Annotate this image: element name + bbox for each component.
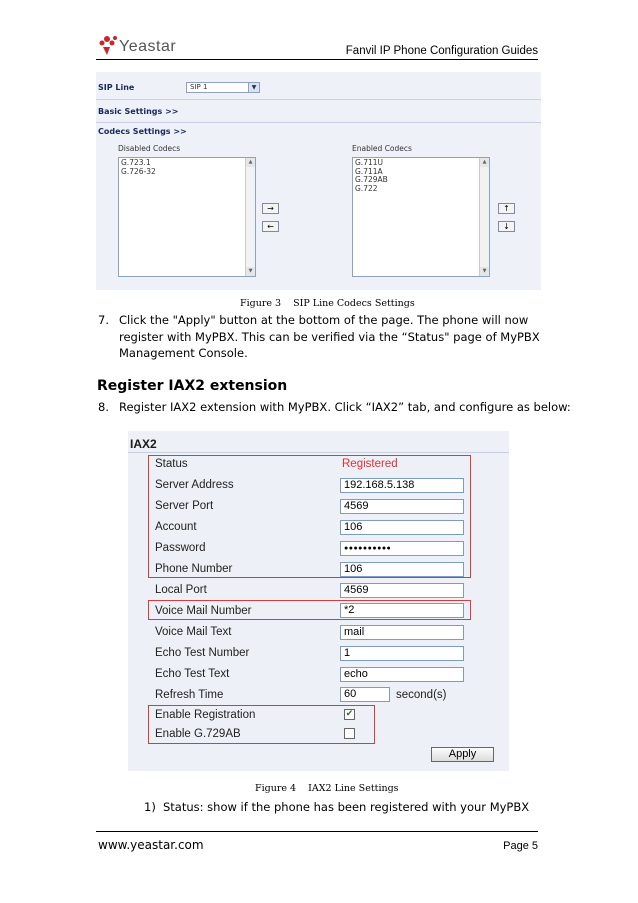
list-item[interactable]: G.722 <box>355 183 378 193</box>
enabled-codecs-label: Enabled Codecs <box>352 144 412 153</box>
move-right-button[interactable]: → <box>262 203 279 214</box>
server-address-label: Server Address <box>155 479 234 491</box>
figure3-caption: Figure 3 SIP Line Codecs Settings <box>240 298 415 309</box>
password-label: Password <box>155 542 206 554</box>
footer-divider <box>96 831 538 832</box>
sip-codecs-screenshot <box>96 72 541 290</box>
move-left-button[interactable]: ← <box>262 221 279 232</box>
list-item[interactable]: G.711U <box>355 158 384 167</box>
iax2-settings-screenshot <box>128 431 509 771</box>
enable-g729ab-checkbox[interactable] <box>344 728 355 739</box>
logo-text: Yeastar <box>119 38 177 55</box>
yeastar-logo-icon <box>97 33 121 57</box>
divider <box>128 452 509 453</box>
list-item[interactable]: G.729AB <box>355 175 388 184</box>
enabled-codecs-list[interactable] <box>352 157 490 277</box>
substep1-text: Status: show if the phone has been registered with your MyPBX <box>163 800 530 814</box>
server-port-field[interactable]: 4569 <box>340 499 464 514</box>
apply-button[interactable]: Apply <box>431 747 494 762</box>
scroll-down-icon[interactable]: ▼ <box>246 267 255 276</box>
basic-settings-link[interactable]: Basic Settings >> <box>98 107 179 116</box>
echo-test-number-field[interactable]: 1 <box>340 646 464 661</box>
list-item[interactable]: G.711A <box>355 166 383 176</box>
disabled-codecs-label: Disabled Codecs <box>118 144 181 153</box>
scrollbar[interactable] <box>245 158 255 276</box>
step8-number: 8. <box>98 400 109 414</box>
list-item[interactable]: G.723.1 <box>121 158 151 167</box>
enable-g729ab-label: Enable G.729AB <box>155 728 241 740</box>
account-field[interactable]: 106 <box>340 520 464 535</box>
password-field[interactable]: ●●●●●●●●●● <box>340 541 464 556</box>
sip-line-label: SIP Line <box>98 83 135 92</box>
highlight-box <box>148 455 471 578</box>
iax2-title: IAX2 <box>130 437 157 451</box>
echo-test-text-label: Echo Test Text <box>155 668 230 680</box>
header-divider <box>96 59 538 60</box>
refresh-time-unit: second(s) <box>396 689 447 701</box>
enable-registration-label: Enable Registration <box>155 709 256 721</box>
move-down-button[interactable]: ↓ <box>498 221 515 232</box>
scroll-down-icon[interactable]: ▼ <box>480 267 489 276</box>
account-label: Account <box>155 521 197 533</box>
sip-line-select[interactable] <box>186 82 260 93</box>
status-value: Registered <box>342 458 398 470</box>
voice-mail-number-label: Voice Mail Number <box>155 605 252 617</box>
document-title: Fanvil IP Phone Configuration Guides <box>345 45 538 57</box>
chevron-down-icon: ▼ <box>248 83 259 92</box>
sip-line-value: SIP 1 <box>190 83 208 91</box>
status-label: Status <box>155 458 188 470</box>
voice-mail-text-label: Voice Mail Text <box>155 626 232 638</box>
server-port-label: Server Port <box>155 500 214 512</box>
list-item[interactable]: G.726-32 <box>121 166 156 176</box>
section-heading: Register IAX2 extension <box>97 378 288 394</box>
scrollbar[interactable] <box>479 158 489 276</box>
figure4-caption: Figure 4 IAX2 Line Settings <box>255 783 399 794</box>
phone-number-field[interactable]: 106 <box>340 562 464 577</box>
scroll-up-icon[interactable]: ▲ <box>480 158 489 167</box>
step8-text: Register IAX2 extension with MyPBX. Click “IAX2” tab, and configure as below: <box>119 400 571 414</box>
scroll-up-icon[interactable]: ▲ <box>246 158 255 167</box>
refresh-time-label: Refresh Time <box>155 689 224 701</box>
disabled-codecs-list[interactable] <box>118 157 256 277</box>
echo-test-text-field[interactable]: echo <box>340 667 464 682</box>
codecs-settings-link[interactable]: Codecs Settings >> <box>98 127 187 136</box>
voice-mail-number-field[interactable]: *2 <box>340 603 464 618</box>
divider <box>96 99 541 100</box>
echo-test-number-label: Echo Test Number <box>155 647 250 659</box>
page-number: Page 5 <box>503 840 538 852</box>
substep1-number: 1) <box>144 800 156 814</box>
voice-mail-text-field[interactable]: mail <box>340 625 464 640</box>
step7-number: 7. <box>98 313 109 327</box>
local-port-field[interactable]: 4569 <box>340 583 464 598</box>
enable-registration-checkbox[interactable]: ✔ <box>345 709 354 719</box>
move-up-button[interactable]: ↑ <box>498 203 515 214</box>
refresh-time-field[interactable]: 60 <box>340 687 390 702</box>
server-address-field[interactable]: 192.168.5.138 <box>340 478 464 493</box>
footer-url: www.yeastar.com <box>98 838 204 852</box>
step7-text: Click the "Apply" button at the bottom of the page. The phone will now register with MyPBX. This can be verified via the “Status" page of MyPBX Management Console. <box>119 313 540 360</box>
phone-number-label: Phone Number <box>155 563 233 575</box>
local-port-label: Local Port <box>155 584 207 596</box>
divider <box>96 122 541 123</box>
